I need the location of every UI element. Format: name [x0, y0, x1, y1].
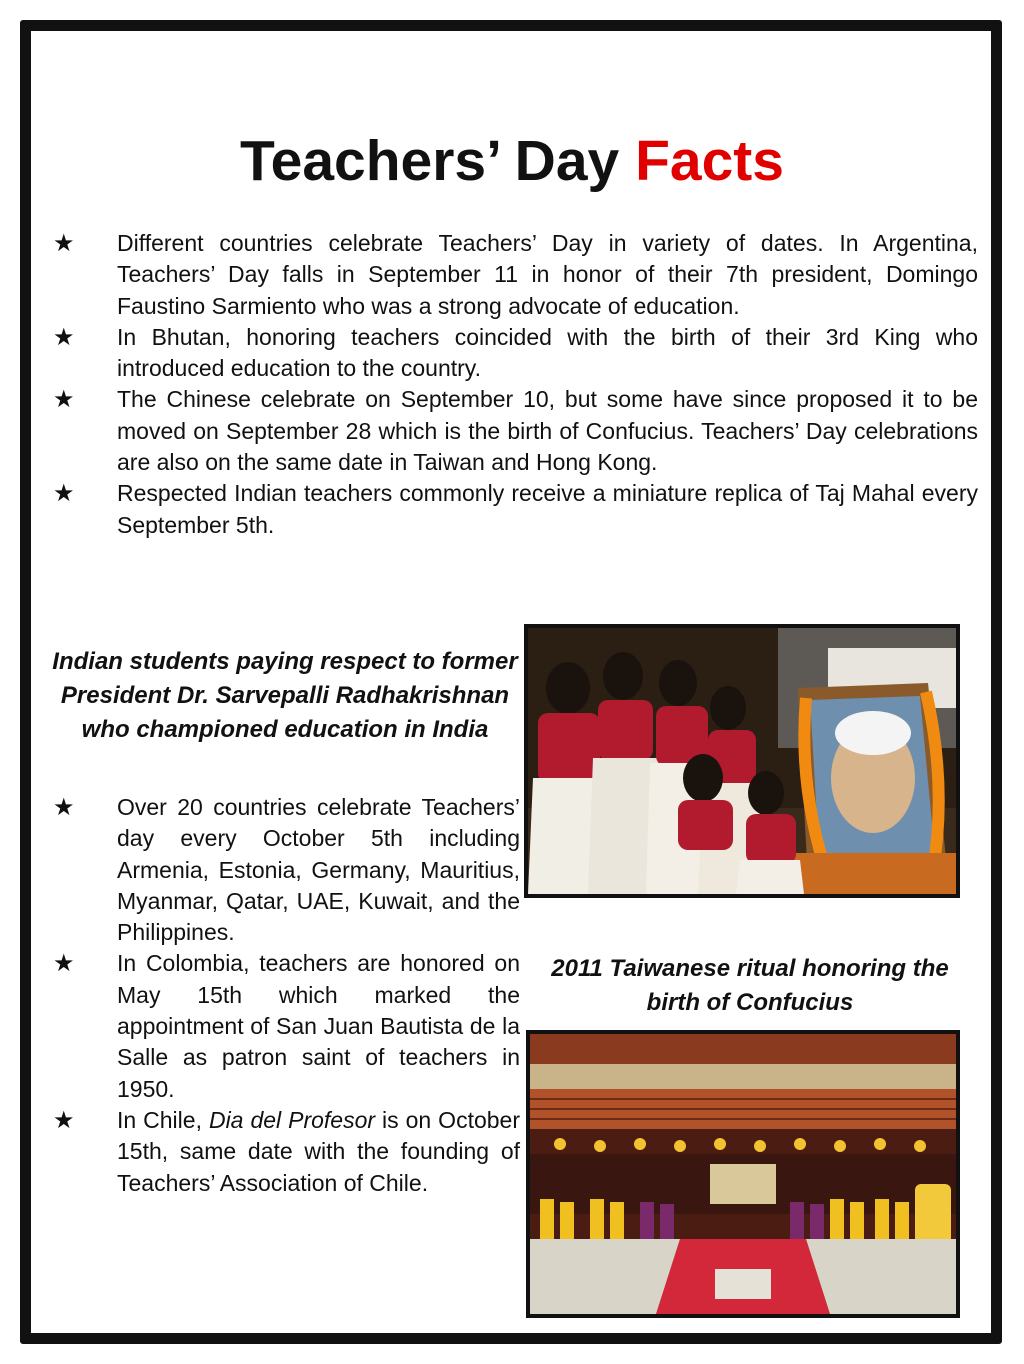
list-item: [50, 792, 520, 948]
fact-text-start: In Chile,: [117, 1106, 209, 1133]
star-bullet-icon: ★: [53, 1106, 75, 1134]
list-item: [50, 384, 978, 478]
fact-text: In Colombia, teachers are honored on May 15th which marked the appointment of San Juan Bautista de la Salle as patron saint of teachers in 1950.: [117, 950, 520, 1102]
fact-text: Respected Indian teachers commonly receive a miniature replica of Taj Mahal every September 5th.: [117, 480, 978, 538]
taiwan-ritual-photo: [526, 1030, 960, 1318]
star-bullet-icon: ★: [53, 950, 75, 978]
star-bullet-icon: ★: [53, 480, 75, 508]
list-item: [50, 1105, 520, 1199]
india-photo-caption: Indian students paying respect to former President Dr. Sarvepalli Radhakrishnan who championed education in India: [52, 648, 518, 743]
india-students-photo: [524, 624, 960, 898]
india-students-illustration: [528, 628, 956, 894]
left-facts-list: [50, 792, 520, 1199]
fact-text-end: is on October 15th, same date with the founding of Teachers’ Association of Chile.: [117, 1106, 520, 1196]
title-main: Teachers’ Day: [240, 129, 620, 193]
star-bullet-icon: ★: [53, 794, 75, 821]
list-item: [50, 228, 978, 322]
top-facts-list: [50, 228, 978, 541]
fact-text-italic: Dia del Profesor: [208, 1106, 376, 1133]
fact-text: The Chinese celebrate on September 10, but some have since proposed it to be moved on September 28 which is the birth of Confucius. Teachers’ Day celebrations are also on the same date in Taiwan and Hong Kong.: [117, 386, 978, 476]
list-item: [50, 948, 520, 1104]
fact-text: Over 20 countries celebrate Teachers’ day every October 5th including Armenia, Estonia, Germany, Mauritius, Myanmar, Qatar, UAE, Kuwait, and the Philippines.: [117, 794, 520, 946]
star-bullet-icon: ★: [53, 230, 75, 257]
list-item: [50, 322, 978, 385]
star-bullet-icon: ★: [53, 323, 75, 351]
fact-text: Different countries celebrate Teachers’ Day in variety of dates. In Argentina, Teachers’ Day falls in September 11 in honor of their 7th president, Domingo Faustino Sarmiento who was a strong advocate of education.: [117, 230, 978, 319]
fact-text: In Bhutan, honoring teachers coincided with the birth of their 3rd King who introduced education to the country.: [117, 323, 978, 382]
title-accent: Facts: [635, 129, 784, 193]
fact-text: [117, 1105, 520, 1199]
page-title: [0, 128, 1024, 194]
taiwan-temple-illustration: [530, 1034, 956, 1314]
star-bullet-icon: ★: [53, 386, 75, 414]
list-item: [50, 478, 978, 541]
taiwan-photo-caption: 2011 Taiwanese ritual honoring the birth of Confucius: [551, 955, 949, 1016]
